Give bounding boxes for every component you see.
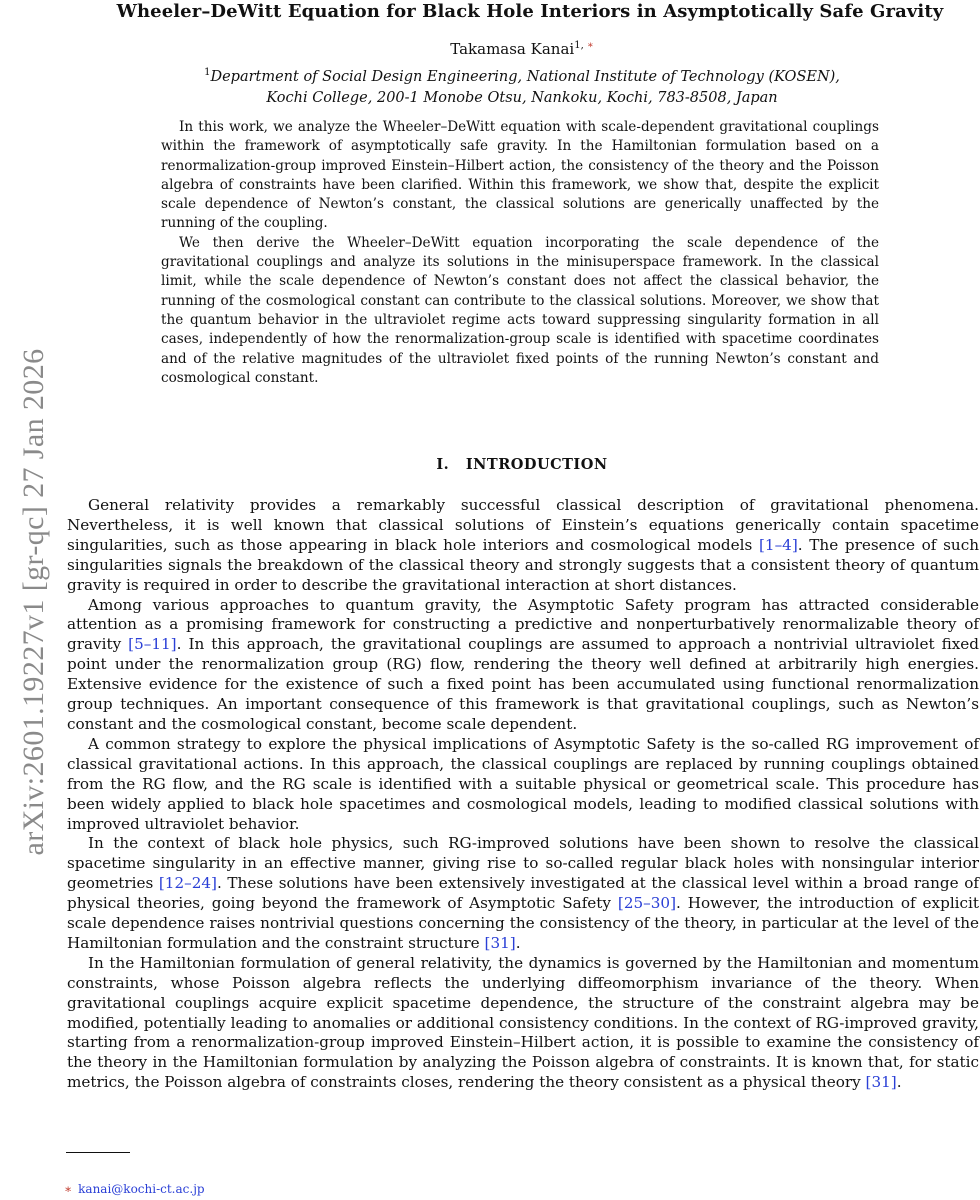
affiliation-line-1: $^1$Department of Social Design Engineering, National Institute of Technology (KOSEN), [204, 67, 840, 85]
intro-paragraph-5: In the Hamiltonian formulation of general relativity, the dynamics is governed by the Hamiltonian and momentum constraints, whose Poisson algebra reflects the underlying diffeomorphism invariance of the theory. When gravitational couplings acquire explicit spacetime dependence, the structure of the constraint algebra may be modified, potentially leading to anomalies or additional consistency conditions. In the context of RG-improved gravity, starting from a renormalization-group improved Einstein–Hilbert action, it is possible to examine the consistency of the theory in the Hamiltonian formulation by analyzing the Poisson algebra of constraints. It is known that, for static metrics, the Poisson algebra of constraints closes, rendering the theory consistent as a physical theory [31]. [67, 953, 979, 1092]
section-number: I. [436, 456, 450, 473]
intro-paragraph-1: General relativity provides a remarkably successful classical description of gravitational phenomena. Nevertheless, it is well known that classical solutions of Einstein’s equations generically contain spacetime singularities, such as those appearing in black hole interiors and cosmological models [1–4]. The presence of such singularities signals the breakdown of the classical theory and strongly suggests that a consistent theory of quantum gravity is required in order to describe the gravitational interaction at short distances. [67, 496, 979, 594]
affiliation-mark: 1 [204, 67, 211, 79]
citation-link[interactable]: [31] [484, 933, 516, 952]
author-affiliation-mark: 1, ∗ [574, 40, 594, 51]
citation-link[interactable]: [12–24] [158, 874, 217, 893]
abstract-paragraph-1: In this work, we analyze the Wheeler–DeWitt equation with scale-dependent gravitational couplings within the framework of asymptotically safe gravity. In the Hamiltonian formulation based on a renormalization-group improved Einstein–Hilbert action, the consistency of the theory and the Poisson algebra of constraints have been clarified. Within this framework, we show that, despite the explicit scale dependence of Newton’s constant, the classical solutions are generically unaffected by the running of the coupling. [161, 119, 879, 232]
footnote-marker: ∗ [64, 1182, 73, 1196]
abstract [161, 118, 879, 388]
affiliation-line-2: Kochi College, 200-1 Monobe Otsu, Nankoku, Kochi, 783-8508, Japan [266, 90, 778, 106]
footnote-divider [66, 1152, 130, 1153]
abstract-paragraph-2: We then derive the Wheeler–DeWitt equation incorporating the scale dependence of the gravitational couplings and analyze its solutions in the minisuperspace framework. In the classical limit, while the scale dependence of Newton’s constant does not affect the classical behavior, the running of the cosmological constant can contribute to the classical solutions. Moreover, we show that the quantum behavior in the ultraviolet regime acts toward suppressing singularity formation in all cases, independently of how the renormalization-group scale is identified with spacetime coordinates and of the relative magnitudes of the ultraviolet fixed points of the running Newton’s constant and cosmological constant. [161, 234, 879, 386]
intro-paragraph-4: In the context of black hole physics, such RG-improved solutions have been shown to resolve the classical spacetime singularity in an effective manner, giving rise to so-called regular black holes with nonsingular interior geometries [12–24]. These solutions have been extensively investigated at the classical level within a broad range of physical theories, going beyond the framework of Asymptotic Safety [25–30]. However, the introduction of explicit scale dependence raises nontrivial questions concerning the consistency of the theory, in particular at the level of the Hamiltonian formulation and the constraint structure [31]. [67, 834, 980, 952]
citation-link[interactable]: [25–30] [617, 894, 677, 913]
citation-link[interactable]: [5–11] [128, 635, 177, 654]
author-name: Takamasa Kanai [450, 40, 575, 58]
footnote [64, 1182, 205, 1196]
section-heading-introduction [64, 456, 980, 473]
citation-link[interactable]: [1–4] [758, 535, 798, 554]
author-footnote-link[interactable]: ∗ [586, 40, 594, 51]
paper-title: Wheeler–DeWitt Equation for Black Hole Interiors in Asymptotically Safe Gravity [116, 1, 944, 22]
introduction-body [67, 496, 979, 1093]
author-email-link[interactable]: kanai@kochi-ct.ac.jp [78, 1182, 205, 1196]
author-line [64, 40, 980, 58]
affiliation [64, 67, 980, 109]
intro-paragraph-2: Among various approaches to quantum gravity, the Asymptotic Safety program has attracted considerable attention as a promising framework for constructing a predictive and nonperturbatively renormalizable theory of gravity [5–11]. In this approach, the gravitational couplings are assumed to approach a nontrivial ultraviolet fixed point under the renormalization group (RG) flow, rendering the theory well defined at arbitrarily high energies. Extensive evidence for the existence of such a fixed point has been accumulated using functional renormalization group techniques. An important consequence of this framework is that gravitational couplings, such as Newton’s constant and the cosmological constant, become scale dependent. [67, 595, 979, 733]
arxiv-identifier: arXiv:2601.19227v1 [gr-qc] 27 Jan 2026 [17, 348, 50, 856]
intro-paragraph-3: A common strategy to explore the physical implications of Asymptotic Safety is the so-called RG improvement of classical gravitational actions. In this approach, the classical couplings are replaced by running couplings obtained from the RG flow, and the RG scale is identified with a suitable physical or geometrical scale. This procedure has been widely applied to black hole spacetimes and cosmological models, leading to modified classical solutions with improved ultraviolet behavior. [67, 734, 979, 833]
citation-link[interactable]: [31] [865, 1073, 897, 1092]
section-title: INTRODUCTION [465, 456, 608, 473]
